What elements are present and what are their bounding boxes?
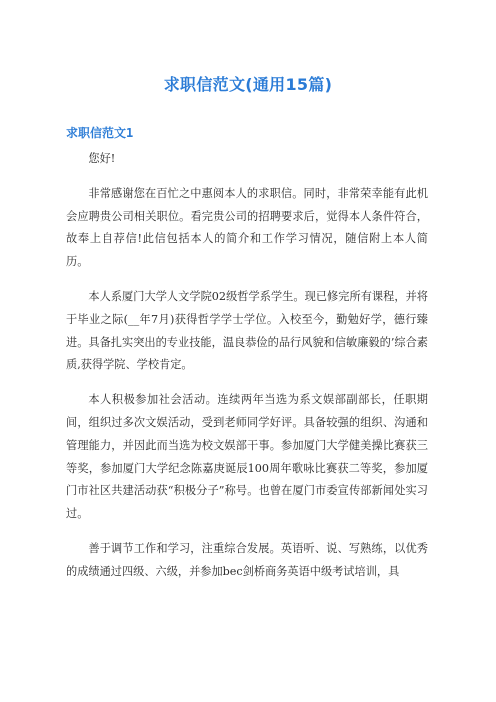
letter-body bbox=[66, 148, 428, 596]
paragraph-skills: 善于调节工作和学习，注重综合发展。英语听、说、写熟练，以优秀的成绩通过四级、六级，并参加bec剑桥商务英语中级考试培训，具 bbox=[66, 541, 428, 578]
paragraph-education: 本人系厦门大学人文学院02级哲学系学生。现已修完所有课程，并将于毕业之际(__年7月)获得哲学学士学位。入校至今，勤勉好学，德行臻进。具备扎实突出的专业技能，温良恭俭的品行风貌和信敏廉毅的’综合素质,获得学院、学校肯定。 bbox=[66, 289, 428, 372]
paragraph-intro: 非常感谢您在百忙之中惠阅本人的求职信。同时，非常荣幸能有此机会应聘贵公司相关职位。看完贵公司的招聘要求后，觉得本人条件符合，故奉上自荐信!此信包括本人的简介和工作学习情况，随信附上本人简历。 bbox=[66, 186, 428, 269]
paragraph-greeting: 您好! bbox=[88, 152, 116, 165]
section-heading: 求职信范文1 bbox=[66, 126, 134, 140]
document-title: 求职信范文(通用15篇) bbox=[163, 75, 333, 94]
paragraph-activities: 本人积极参加社会活动。连续两年当选为系文娱部副部长，任职期间，组织过多次文娱活动，受到老师同学好评。具备较强的组织、沟通和管理能力，并因此而当选为校文娱部干事。参加厦门大学健美操比赛获三等奖，参加厦门大学纪念陈嘉庚诞辰100周年歌咏比赛获二等奖，参加厦门市社区共建活动获“积极分子”称号。也曾在厦门市委宣传部新闻处实习过。 bbox=[66, 393, 428, 521]
